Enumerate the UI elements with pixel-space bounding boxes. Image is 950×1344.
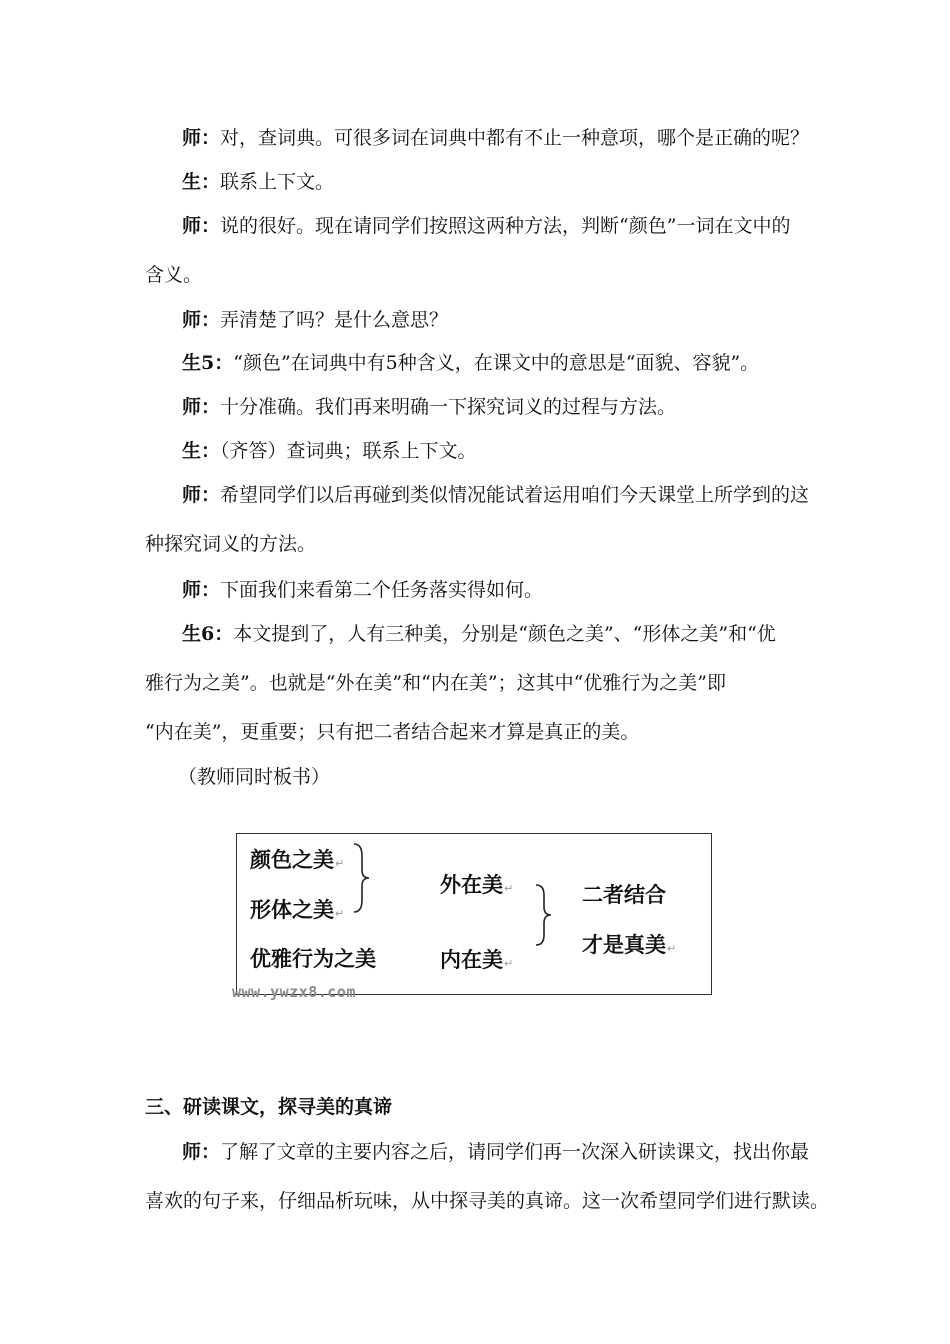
speaker-label: 师： bbox=[182, 579, 221, 601]
dialogue-text: 弄清楚了吗？是什么意思？ bbox=[220, 309, 449, 331]
board-outer-beauty: 外在美↵ bbox=[440, 873, 514, 897]
dialogue-line-9 bbox=[182, 577, 852, 603]
dialogue-line-7 bbox=[182, 438, 852, 464]
dialogue-line-10 bbox=[182, 621, 852, 647]
dialogue-text: 本文提到了，人有三种美，分别是“颜色之美”、“形体之美”和“优 bbox=[233, 623, 776, 645]
board-item-color-beauty: 颜色之美↵ bbox=[250, 848, 345, 872]
board-inner-beauty: 内在美↵ bbox=[440, 948, 514, 972]
dialogue-text: 说的很好。现在请同学们按照这两种方法，判断“颜色”一词在文中的 bbox=[220, 215, 791, 237]
speaker-label: 师： bbox=[182, 484, 221, 506]
dialogue-line-3 bbox=[182, 213, 852, 239]
return-mark-icon: ↵ bbox=[504, 957, 514, 970]
dialogue-text: “颜色”在词典中有5种含义，在课文中的意思是“面貌、容貌”。 bbox=[233, 352, 760, 374]
speaker-label: 生： bbox=[182, 171, 221, 193]
dialogue-text: 希望同学们以后再碰到类似情况能试着运用咱们今天课堂上所学到的这 bbox=[220, 484, 810, 506]
return-mark-icon: ↵ bbox=[667, 942, 677, 955]
speaker-label: 师： bbox=[182, 127, 221, 149]
dialogue-text: 下面我们来看第二个任务落实得如何。 bbox=[220, 579, 544, 601]
dialogue-line-8 bbox=[182, 482, 852, 508]
dialogue-line-10-cont: 雅行为之美”。也就是“外在美”和“内在美”；这其中“优雅行为之美”即 bbox=[145, 672, 726, 694]
dialogue-text: 了解了文章的主要内容之后，请同学们再一次深入研读课文，找出你最 bbox=[220, 1141, 810, 1163]
section-heading: 三、研读课文，探寻美的真谛 bbox=[145, 1096, 393, 1118]
dialogue-text: 联系上下文。 bbox=[220, 171, 335, 193]
dialogue-text: 十分准确。我们再来明确一下探究词义的过程与方法。 bbox=[220, 396, 677, 418]
dialogue-line-2 bbox=[182, 169, 852, 195]
speaker-label: 师： bbox=[182, 396, 221, 418]
speaker-label: 生6： bbox=[182, 623, 234, 645]
dialogue-line-4 bbox=[182, 307, 852, 333]
dialogue-line-10-cont2: “内在美”，更重要；只有把二者结合起来才算是真正的美。 bbox=[145, 721, 640, 743]
speaker-label: 生5： bbox=[182, 352, 234, 374]
dialogue-line-11-cont: 喜欢的句子来，仔细品析玩味，从中探寻美的真谛。这一次希望同学们进行默读。 bbox=[145, 1190, 830, 1212]
board-note: （教师同时板书） bbox=[178, 766, 331, 788]
right-brace-icon bbox=[352, 842, 372, 914]
speaker-label: 生： bbox=[182, 440, 221, 462]
dialogue-text: 对，查词典。可很多词在词典中都有不止一种意项，哪个是正确的呢？ bbox=[220, 127, 810, 149]
board-item-form-beauty: 形体之美↵ bbox=[250, 898, 345, 922]
return-mark-icon: ↵ bbox=[335, 907, 345, 920]
board-item-behavior-beauty: 优雅行为之美 bbox=[250, 947, 376, 971]
speaker-label: 师： bbox=[182, 1141, 221, 1163]
dialogue-line-8-cont: 种探究词义的方法。 bbox=[145, 533, 317, 555]
dialogue-line-1 bbox=[182, 125, 852, 151]
return-mark-icon: ↵ bbox=[335, 857, 345, 870]
dialogue-text: （齐答）查词典；联系上下文。 bbox=[220, 440, 477, 462]
right-brace-icon bbox=[534, 883, 554, 947]
speaker-label: 师： bbox=[182, 309, 221, 331]
dialogue-line-3-cont: 含义。 bbox=[145, 264, 203, 286]
return-mark-icon: ↵ bbox=[504, 882, 514, 895]
watermark: www.ywzx8.com bbox=[232, 983, 356, 1001]
dialogue-line-6 bbox=[182, 394, 852, 420]
board-conclusion-1: 二者结合 bbox=[582, 883, 666, 907]
dialogue-line-5 bbox=[182, 350, 852, 376]
board-conclusion-2: 才是真美↵ bbox=[582, 933, 677, 957]
speaker-label: 师： bbox=[182, 215, 221, 237]
dialogue-line-11 bbox=[182, 1139, 852, 1165]
